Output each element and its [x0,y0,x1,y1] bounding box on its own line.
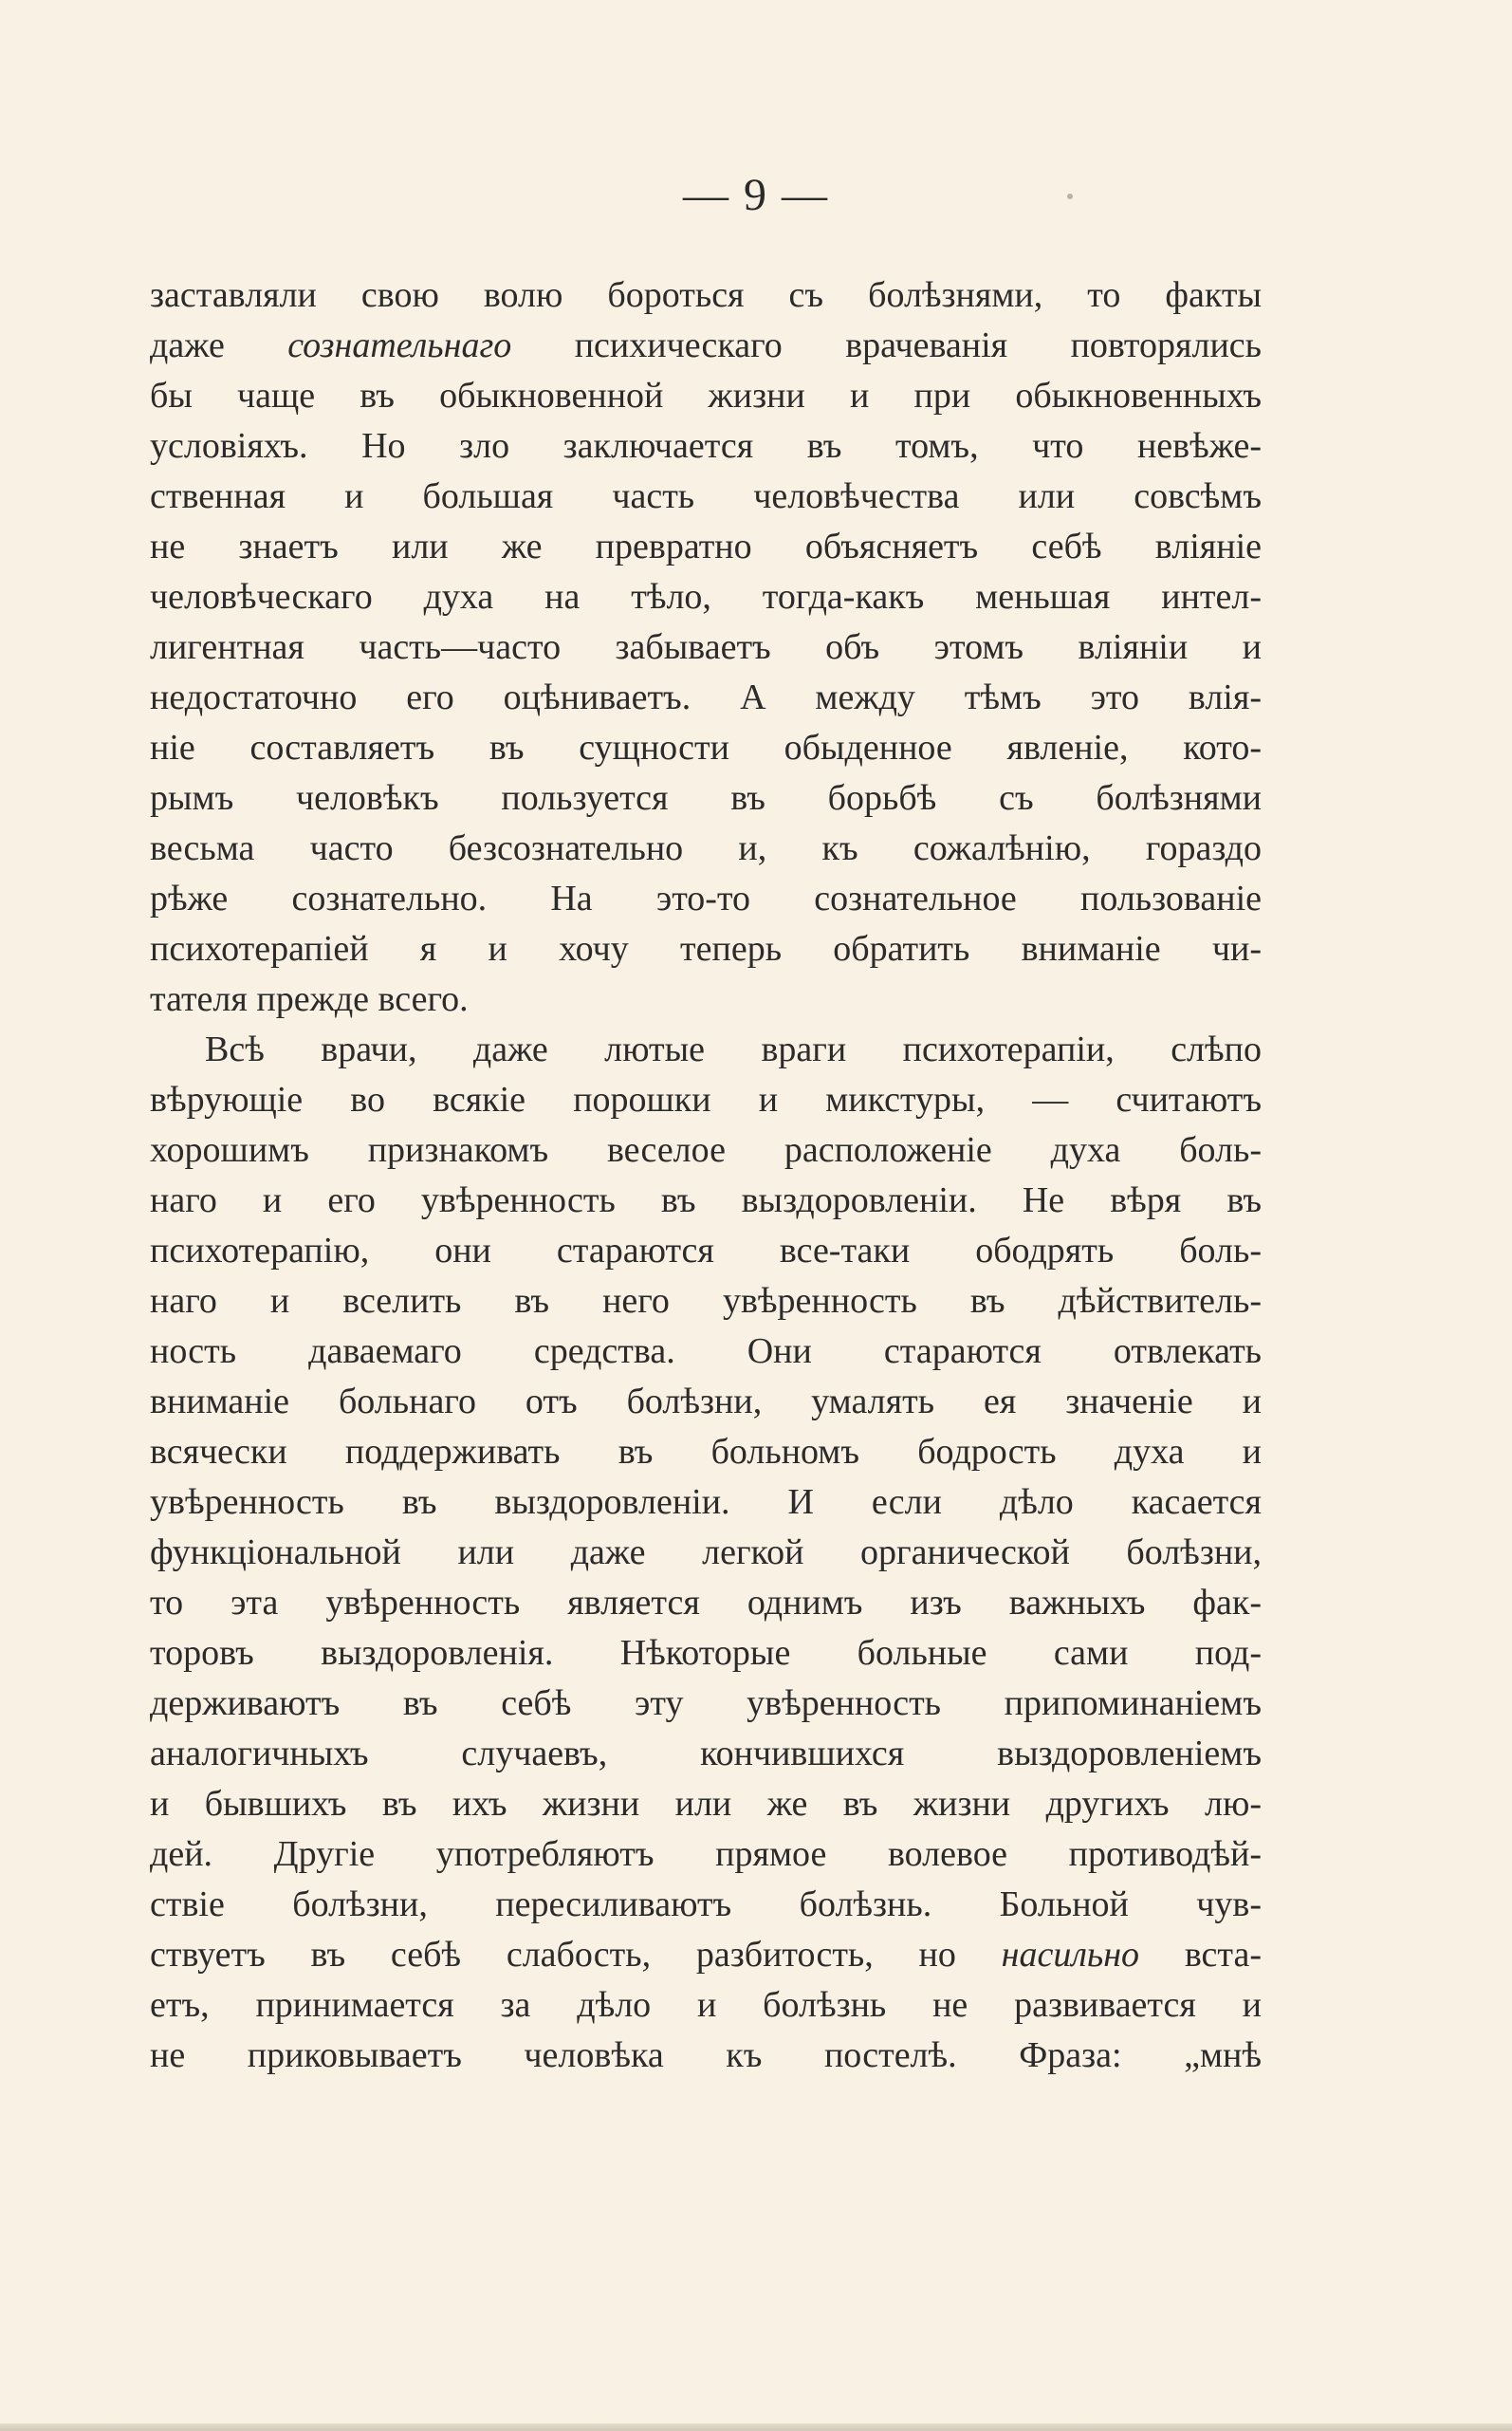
text-run: лигентная часть—часто забываетъ объ этомъ вліяніи и [150,627,1262,667]
text-line [150,1276,1262,1327]
text-run: и бывшихъ въ ихъ жизни или же въ жизни другихъ лю- [150,1784,1262,1824]
text-run: ніе составляетъ въ сущности обыденное явленіе, кото- [150,728,1262,768]
text-run: рымъ человѣкъ пользуется въ борьбѣ съ болѣзнями [150,778,1262,818]
text-line [150,622,1262,673]
text-line [150,1427,1262,1477]
text-run: увѣренность въ выздоровленіи. И если дѣло касается [150,1482,1262,1522]
text-run: всячески поддерживать въ больномъ бодрость духа и [150,1432,1262,1472]
text-run: бы чаще въ обыкновенной жизни и при обыкновенныхъ [150,376,1262,416]
page-number: — 9 — [683,170,829,220]
italic-text-run: сознательнаго [287,325,512,365]
text-run: наго и вселить въ него увѣренность въ дѣйствитель- [150,1281,1262,1321]
text-run: Всѣ врачи, даже лютые враги психотерапіи, слѣпо [205,1030,1262,1069]
text-line [150,572,1262,622]
text-run: ствуетъ въ себѣ слабость, разбитость, но [150,1935,1002,1975]
text-line [150,421,1262,472]
text-line [150,1930,1262,1980]
text-line [150,321,1262,371]
text-run: вниманіе больнаго отъ болѣзни, умалять ея значеніе и [150,1382,1262,1421]
text-run: психотерапію, они стараются все-таки ободрять боль- [150,1231,1262,1271]
text-run: условіяхъ. Но зло заключается въ томъ, что невѣже- [150,426,1262,466]
text-line [150,1528,1262,1578]
text-line [150,1025,1262,1075]
text-run: функціональной или даже легкой органической болѣзни, [150,1532,1262,1572]
page-edge [0,2423,1512,2431]
text-line [150,1176,1262,1226]
text-line [150,924,1262,974]
text-run: не приковываетъ человѣка къ постелѣ. Фраза: „мнѣ [150,2035,1262,2075]
text-line [150,974,1262,1025]
text-line [150,472,1262,522]
text-line [150,1226,1262,1276]
paragraph [150,270,1262,1025]
text-run: рѣже сознательно. На это-то сознательное пользованіе [150,879,1262,919]
text-line [150,773,1262,824]
text-run: человѣческаго духа на тѣло, тогда-какъ меньшая интел- [150,577,1262,617]
text-run: психическаго врачеванія повторялись [511,325,1262,365]
paragraph [150,1025,1262,2081]
text-line [150,673,1262,723]
text-line [150,1628,1262,1679]
text-run: аналогичныхъ случаевъ, кончившихся выздоровленіемъ [150,1734,1262,1773]
text-run: не знаетъ или же превратно объясняетъ себѣ вліяніе [150,527,1262,566]
text-run: весьма часто безсознательно и, къ сожалѣнію, гораздо [150,828,1262,868]
text-line [150,874,1262,924]
text-line [150,1679,1262,1729]
text-line [150,1477,1262,1528]
body-text [150,270,1262,2081]
text-run: дей. Другіе употребляютъ прямое волевое противодѣй- [150,1834,1262,1874]
text-line [150,1578,1262,1628]
text-line [150,1829,1262,1880]
text-line [150,1729,1262,1779]
text-run: вста- [1139,1935,1262,1975]
text-line [150,1327,1262,1377]
text-line [150,1125,1262,1176]
text-run: недостаточно его оцѣниваетъ. А между тѣмъ это влія- [150,677,1262,717]
text-run: ность даваемаго средства. Они стараются отвлекать [150,1331,1262,1371]
text-run: держиваютъ въ себѣ эту увѣренность припоминаніемъ [150,1683,1262,1723]
text-run: ственная и большая часть человѣчества или совсѣмъ [150,476,1262,516]
text-line [150,1880,1262,1930]
text-run: заставляли свою волю бороться съ болѣзнями, то факты [150,275,1262,315]
text-run: то эта увѣренность является однимъ изъ важныхъ фак- [150,1583,1262,1623]
text-run: психотерапіей я и хочу теперь обратить вниманіе чи- [150,929,1262,969]
text-line [150,723,1262,773]
text-run: етъ, принимается за дѣло и болѣзнь не развивается и [150,1985,1262,2025]
text-line [150,270,1262,321]
text-run: хорошимъ признакомъ веселое расположеніе духа боль- [150,1130,1262,1170]
paper-speck [1067,194,1073,199]
text-line [150,1980,1262,2031]
text-run: наго и его увѣренность въ выздоровленіи. Не вѣря въ [150,1180,1262,1220]
text-line [150,1075,1262,1125]
text-run: вѣрующіе во всякіе порошки и микстуры, — считаютъ [150,1080,1262,1120]
text-run: ствіе болѣзни, пересиливаютъ болѣзнь. Больной чув- [150,1884,1262,1924]
italic-text-run: насильно [1001,1935,1140,1975]
text-line [150,1779,1262,1829]
text-run: тателя прежде всего. [150,979,469,1019]
text-line [150,2031,1262,2081]
text-run: торовъ выздоровленія. Нѣкоторые больные сами под- [150,1633,1262,1673]
text-line [150,824,1262,874]
text-line [150,522,1262,572]
text-line [150,371,1262,421]
text-line [150,1377,1262,1427]
text-run: даже [150,325,288,365]
